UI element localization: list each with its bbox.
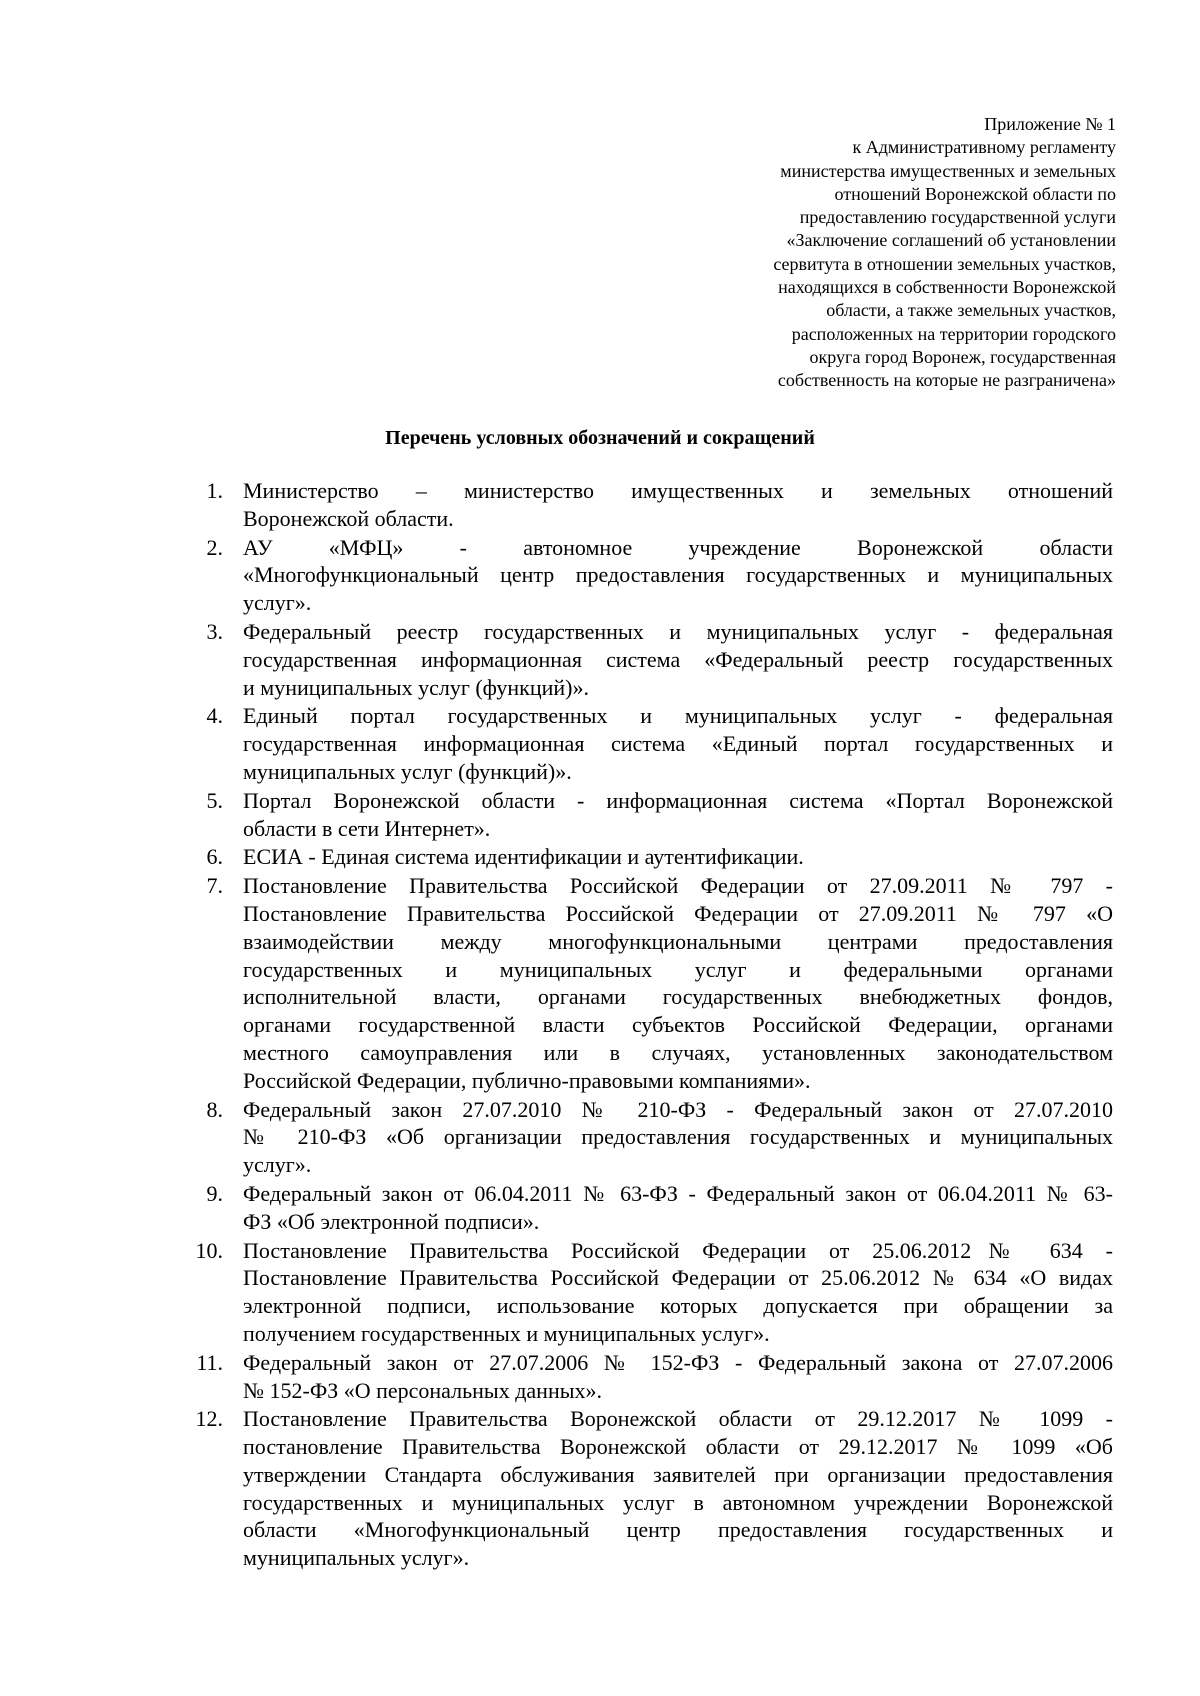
- list-item-number: 1.: [206, 478, 223, 503]
- list-item-line: постановление Правительства Воронежской области от 29.12.2017 № 1099 «Об: [243, 1434, 1113, 1460]
- list-item-text: [243, 1096, 1113, 1179]
- list-item-line: взаимодействии между многофункциональными центрами предоставления: [243, 928, 1113, 954]
- list-item-number: 11.: [196, 1349, 223, 1375]
- list-item-text: [243, 477, 1113, 533]
- appendix-header: [686, 113, 1116, 393]
- list-item: [0, 1405, 1200, 1572]
- list-item-line: Министерство – министерство имущественных и земельных отношений: [243, 478, 1113, 503]
- appendix-line: «Заключение соглашений об установлении: [786, 230, 1116, 251]
- list-item-number: 6.: [206, 844, 223, 870]
- list-item-line: области в сети Интернет».: [243, 815, 491, 841]
- list-item: [0, 1349, 1200, 1405]
- list-item-line: Постановление Правительства Российской Федерации от 27.09.2011 № 797 «О: [243, 900, 1113, 926]
- list-item-number: 9.: [206, 1180, 223, 1206]
- list-item-line: получением государственных и муниципальных услуг».: [243, 1320, 770, 1346]
- list-item-line: электронной подписи, использование которых допускается при обращении за: [243, 1293, 1113, 1319]
- list-item-line: государственная информационная система «Единый портал государственных и: [243, 731, 1113, 757]
- appendix-line: округа город Воронеж, государственная: [809, 346, 1116, 367]
- list-item-text: [243, 534, 1113, 617]
- appendix-line: предоставлению государственной услуги: [799, 207, 1116, 228]
- list-item-line: Федеральный реестр государственных и муниципальных услуг - федеральная: [243, 618, 1113, 644]
- document-title: Перечень условных обозначений и сокращений: [385, 427, 815, 449]
- appendix-line: Приложение № 1: [984, 114, 1116, 134]
- list-item: [0, 618, 1200, 701]
- list-item-line: исполнительной власти, органами государственных внебюджетных фондов,: [243, 984, 1113, 1010]
- list-item-line: Постановление Правительства Российской Федерации от 25.06.2012№ 634 -: [243, 1237, 1113, 1263]
- list-item-number: 7.: [206, 873, 223, 899]
- list-item-number: 5.: [206, 787, 223, 813]
- list-item-line: утверждении Стандарта обслуживания заявителей при организации предоставления: [243, 1461, 1113, 1487]
- appendix-line: министерства имущественных и земельных: [780, 160, 1116, 181]
- list-item-number: 3.: [206, 618, 223, 644]
- list-item-line: органами государственной власти субъектов Российской Федерации, органами: [243, 1012, 1113, 1038]
- list-item-line: Федеральный закон от 27.07.2006 № 152-ФЗ - Федеральный закона от 27.07.2006: [243, 1349, 1113, 1375]
- list-item-line: ФЗ «Об электронной подписи».: [243, 1208, 540, 1234]
- list-item-text: [243, 702, 1113, 785]
- list-item: [0, 872, 1200, 1094]
- list-item-number: 2.: [206, 534, 223, 560]
- list-item-text: [243, 1405, 1113, 1572]
- list-item-line: государственных и муниципальных услуг и федеральными органами: [243, 956, 1113, 982]
- list-item-line: Постановление Правительства Российской Федерации от 27.09.2011 № 797 -: [243, 873, 1113, 899]
- list-item: [0, 477, 1200, 533]
- list-item-line: Постановление Правительства Воронежской области от 29.12.2017 № 1099 -: [243, 1406, 1113, 1432]
- appendix-line: расположенных на территории городского: [791, 323, 1116, 344]
- list-item-line: «Многофункциональный центр предоставления государственных и муниципальных: [243, 562, 1113, 588]
- list-item-number: 10.: [195, 1237, 223, 1263]
- list-item-text: [243, 1237, 1113, 1348]
- list-item-number: 8.: [206, 1096, 223, 1122]
- list-item-line: государственная информационная система «Федеральный реестр государственных: [243, 646, 1113, 672]
- list-item-line: муниципальных услуг (функций)».: [243, 758, 572, 784]
- list-item-line: Постановление Правительства Российской Федерации от 25.06.2012 № 634 «О видах: [243, 1265, 1113, 1291]
- appendix-line: области, а также земельных участков,: [826, 300, 1116, 321]
- list-item-line: Федеральный закон от 06.04.2011 № 63-ФЗ - Федеральный закон от 06.04.2011 № 63-: [243, 1180, 1113, 1206]
- appendix-line: отношений Воронежской области по: [834, 183, 1116, 204]
- list-item-number: 12.: [195, 1406, 223, 1432]
- list-item-line: муниципальных услуг».: [243, 1545, 470, 1571]
- list-item-line: № 210-ФЗ «Об организации предоставления государственных и муниципальных: [243, 1124, 1113, 1150]
- list-item-text: [243, 1180, 1113, 1236]
- list-item: [0, 1237, 1200, 1348]
- list-item-line: государственных и муниципальных услуг в автономном учреждении Воронежской: [243, 1489, 1113, 1515]
- list-item-line: услуг».: [243, 1152, 312, 1178]
- list-item: [0, 702, 1200, 785]
- list-item-text: [243, 843, 1113, 871]
- list-item-line: Федеральный закон 27.07.2010 № 210-ФЗ - Федеральный закон от 27.07.2010: [243, 1096, 1113, 1122]
- list-item-line: АУ «МФЦ» - автономное учреждение Воронежской области: [243, 534, 1113, 560]
- list-item-line: Портал Воронежской области - информационная система «Портал Воронежской: [243, 787, 1113, 813]
- abbreviations-list: [0, 477, 1200, 1573]
- appendix-line: сервитута в отношении земельных участков,: [773, 253, 1116, 274]
- list-item: [0, 787, 1200, 843]
- list-item-line: Российской Федерации, публично-правовыми компаниями».: [243, 1067, 811, 1093]
- list-item-line: и муниципальных услуг (функций)».: [243, 674, 589, 700]
- list-item: [0, 843, 1200, 871]
- list-item-line: Единый портал государственных и муниципальных услуг - федеральная: [243, 703, 1113, 729]
- list-item-text: [243, 872, 1113, 1094]
- list-item-line: услуг».: [243, 590, 312, 616]
- list-item: [0, 1180, 1200, 1236]
- appendix-line: к Административному регламенту: [852, 137, 1116, 158]
- appendix-line: собственность на которые не разграничена»: [777, 370, 1116, 391]
- list-item-line: области «Многофункциональный центр предоставления государственных и: [243, 1517, 1113, 1543]
- list-item-line: № 152-ФЗ «О персональных данных».: [243, 1377, 602, 1403]
- list-item-text: [243, 618, 1113, 701]
- list-item: [0, 534, 1200, 617]
- list-item-line: ЕСИА - Единая система идентификации и аутентификации.: [243, 844, 804, 870]
- list-item-text: [243, 787, 1113, 843]
- list-item-line: местного самоуправления или в случаях, установленных законодательством: [243, 1039, 1113, 1065]
- appendix-line: находящихся в собственности Воронежской: [778, 277, 1116, 298]
- list-item-line: Воронежской области.: [243, 505, 454, 531]
- list-item-text: [243, 1349, 1113, 1405]
- list-item-number: 4.: [206, 703, 223, 729]
- list-item: [0, 1096, 1200, 1179]
